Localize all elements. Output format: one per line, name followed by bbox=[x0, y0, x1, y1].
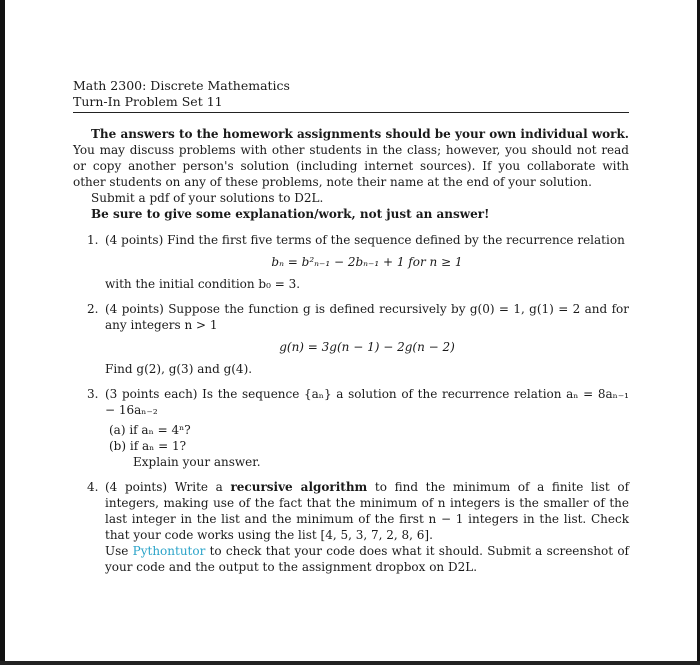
sub-item-b: (b) if aₙ = 1? bbox=[109, 439, 187, 453]
problem-text: (4 points) Suppose the function g is defined recursively by g(0) = 1, g(1) = 2 and for any integers n > 1 bbox=[105, 302, 629, 332]
submit-note: Submit a pdf of your solutions to D2L. bbox=[91, 191, 324, 205]
individual-work-note: The answers to the homework assignments should be your own individual work. bbox=[91, 127, 629, 141]
problem-number: 2. bbox=[87, 302, 99, 316]
pythontutor-instruction bbox=[105, 543, 629, 575]
explain-instruction: Explain your answer. bbox=[133, 455, 261, 469]
problem-1 bbox=[73, 232, 629, 292]
title-rule bbox=[73, 112, 629, 113]
problem-text: (3 points each) Is the sequence {aₙ} a solution of the recurrence relation aₙ = 8aₙ₋₁ − 16aₙ₋₂ bbox=[105, 387, 629, 417]
frame-bottom-border bbox=[0, 661, 700, 665]
problem-2 bbox=[73, 301, 629, 377]
recurrence-equation: bₙ = b²ₙ₋₁ − 2bₙ₋₁ + 1 for n ≥ 1 bbox=[271, 255, 463, 269]
problem-number: 4. bbox=[87, 480, 99, 494]
course-title: Math 2300: Discrete Mathematics bbox=[73, 78, 290, 93]
recursive-algorithm-emphasis: recursive algorithm bbox=[230, 480, 368, 494]
text-prefix: (4 points) Write a bbox=[105, 480, 231, 494]
problem-text bbox=[105, 479, 629, 543]
problem-4 bbox=[73, 479, 629, 575]
use-suffix: to check that your code does what it should. Submit a screenshot of your code and the output to the assignment dropbox on D2L. bbox=[105, 544, 629, 574]
use-prefix: Use bbox=[105, 544, 133, 558]
instructions bbox=[73, 126, 629, 222]
initial-condition: with the initial condition b₀ = 3. bbox=[105, 277, 301, 291]
problem-3 bbox=[73, 386, 629, 470]
explanation-note: Be sure to give some explanation/work, not just an answer! bbox=[91, 207, 490, 221]
document-page bbox=[73, 78, 629, 575]
recursive-definition: g(n) = 3g(n − 1) − 2g(n − 2) bbox=[279, 340, 455, 354]
problem-number: 1. bbox=[87, 233, 99, 247]
frame-left-border bbox=[0, 0, 5, 665]
collaboration-policy: You may discuss problems with other students in the class; however, you should not read or copy another person's solution (including internet sources). If you collaborate with other students on any of these problems, note their name at the end of your solution. bbox=[73, 143, 629, 189]
sub-items bbox=[105, 422, 629, 454]
text-suffix: to find the minimum of a finite list of integers, making use of the fact that the minimum of n integers is the smaller of the last integer in the list and the minimum of the first n − 1 integers in the list. Check that your code works using the list [4, 5, 3, 7, 2, 8, 6]. bbox=[105, 480, 630, 542]
sub-item-a: (a) if aₙ = 4ⁿ? bbox=[109, 423, 191, 437]
pythontutor-link[interactable]: Pythontutor bbox=[132, 544, 206, 558]
problem-text: (4 points) Find the first five terms of the sequence defined by the recurrence relation bbox=[105, 233, 625, 247]
problem-number: 3. bbox=[87, 387, 99, 401]
problem-task: Find g(2), g(3) and g(4). bbox=[105, 362, 253, 376]
problem-set-title: Turn-In Problem Set 11 bbox=[73, 94, 223, 109]
